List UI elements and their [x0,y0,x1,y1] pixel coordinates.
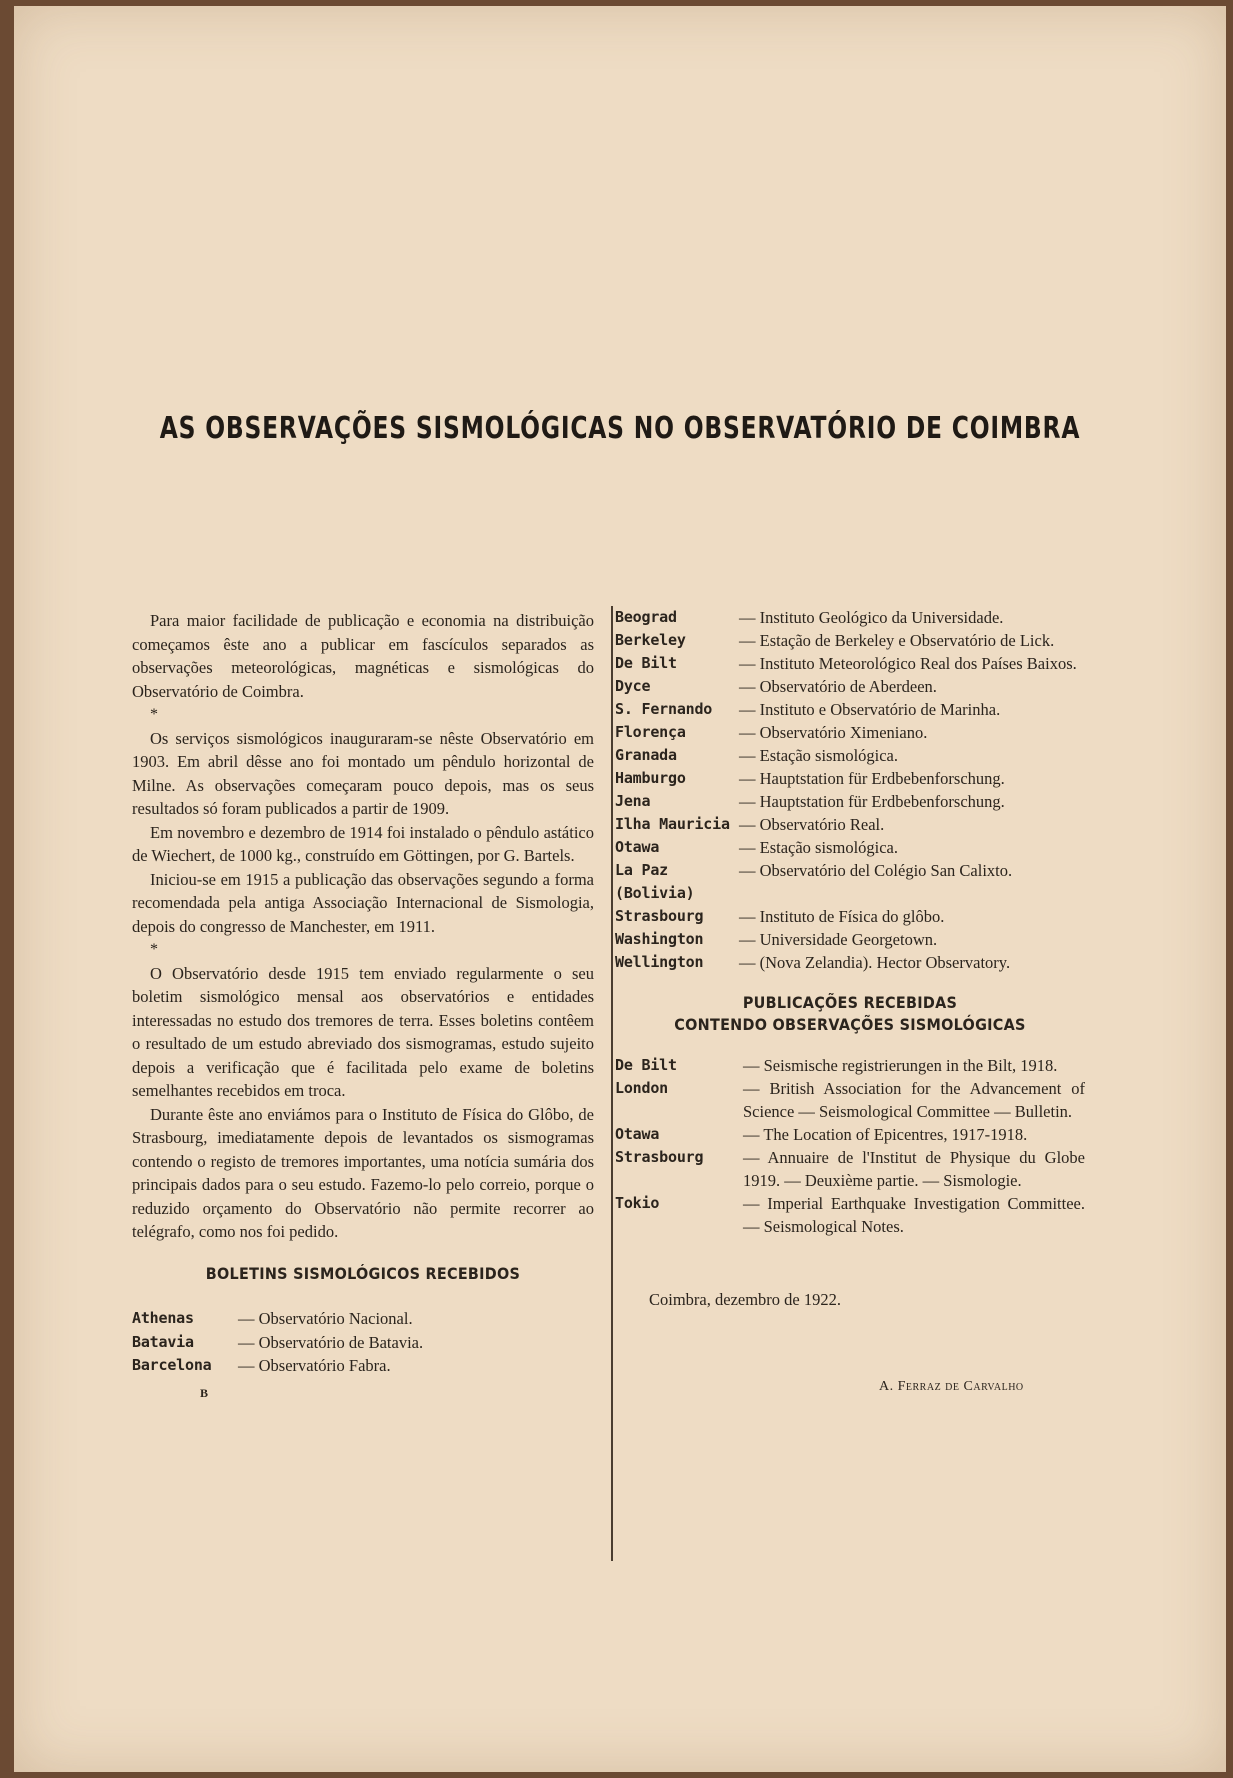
entry-desc: — Estação de Berkeley e Observatório de Lick. [739,631,1055,650]
entry-city: De Bilt [615,654,677,672]
paragraph-4: O Observatório desde 1915 tem enviado regularmente o seu boletim sismológico mensal aos observatórios e entidades interessadas no estudo dos tremores de terra. Esses boletins contêem o resultado de um estudo abreviado dos sismogramas, estudo sujeito depois a verificação que é facilitada pelo exame de boletins semelhantes recebidos em troca. [132,963,594,1100]
list-item [615,813,1085,836]
observatories-list [615,606,1085,974]
list-item [615,744,1085,767]
publications-list [615,1054,1085,1238]
entry-desc: — Estação sismológica. [739,746,899,765]
entry-city: Granada [615,746,677,764]
list-item [615,1077,1085,1123]
entry-desc: — Observatório de Aberdeen. [739,677,937,696]
entry-city: Otawa [615,1125,660,1143]
left-column [132,609,594,1405]
entry-desc: — Observatório Fabra. [238,1356,391,1375]
right-column [615,606,1085,1398]
entry-desc: — Observatório Nacional. [238,1309,413,1328]
entry-city: La Paz (Bolivia) [615,861,695,902]
list-item [615,790,1085,813]
publicacoes-heading-line-2: CONTENDO OBSERVAÇÕES SISMOLÓGICAS [674,1015,1026,1034]
entry-desc: — Instituto Geológico da Universidade. [739,608,1004,627]
entry-city: Dyce [615,677,651,695]
entry-desc: — Instituto Meteorológico Real dos Países Baixos. [739,654,1077,673]
section-separator: * [150,941,158,958]
list-item [132,1354,594,1378]
list-item [615,698,1085,721]
boletins-heading: BOLETINS SISMOLÓGICOS RECEBIDOS [205,1263,521,1283]
entry-city: Wellington [615,953,704,971]
list-item [615,951,1085,974]
list-item [615,1146,1085,1192]
entry-desc: — Hauptstation für Erdbebenforschung. [739,792,1005,811]
entry-city: Florença [615,723,686,741]
entry-desc: — Annuaire de l'Institut de Physique du Globe 1919. — Deuxième partie. — Sismologie. [743,1148,1085,1190]
paragraph-1: Os serviços sismológicos inauguraram-se nêste Observatório em 1903. Em abril dêsse ano foi montado um pêndulo horizontal de Milne. As observações começaram pouco depois, mas os seus resultados só foram publicados a partir de 1909. [132,728,594,818]
entry-desc: — Seismische registrierungen in the Bilt, 1918. [743,1056,1058,1075]
entry-city: Beograd [615,608,677,626]
entry-desc: — Imperial Earthquake Investigation Committee. — Seismological Notes. [743,1194,1085,1236]
entry-desc: — The Location of Epicentres, 1917-1918. [743,1125,1028,1144]
entry-city: S. Fernando [615,700,713,718]
list-item [615,721,1085,744]
entry-desc: — Observatório Ximeniano. [739,723,928,742]
entry-desc: — Instituto de Física do glôbo. [739,907,945,926]
list-item [615,675,1085,698]
author-signature: A. Ferraz de Carvalho [879,1379,1024,1394]
entry-desc: — British Association for the Advancement of Science — Seismological Committee — Bulletin. [743,1079,1085,1121]
entry-city: London [615,1079,668,1097]
publicacoes-heading-line-1: PUBLICAÇÕES RECEBIDAS [742,993,958,1012]
boletins-list [132,1307,594,1378]
column-divider [611,606,613,1561]
entry-desc: — Hauptstation für Erdbebenforschung. [739,769,1005,788]
entry-desc: — Observatório del Colégio San Calixto. [739,861,1013,880]
intro-paragraph: Para maior facilidade de publicação e economia na distribuição começamos êste ano a publicar em fascículos separados as observações meteorológicas, magnéticas e sismológicas do Observatório de Coimbra. [132,611,594,701]
place-date: Coimbra, dezembro de 1922. [649,1290,841,1309]
list-item [615,1054,1085,1077]
entry-city: Otawa [615,838,660,856]
list-item [615,606,1085,629]
entry-city: Ilha Mauricia [615,815,730,833]
list-item [615,859,1085,905]
publicacoes-heading [639,992,1062,1036]
list-item [615,1192,1085,1238]
entry-desc: — Instituto e Observatório de Marinha. [739,700,1001,719]
entry-city: Jena [615,792,651,810]
page-signature-letter: B [200,1385,209,1400]
entry-city: Strasbourg [615,907,704,925]
list-item [615,905,1085,928]
entry-city: Athenas [132,1309,194,1327]
entry-city: De Bilt [615,1056,677,1074]
entry-desc: — Observatório de Batavia. [238,1332,424,1352]
section-separator: * [150,706,158,723]
entry-city: Tokio [615,1194,660,1212]
entry-city: Berkeley [615,631,686,649]
entry-desc: — (Nova Zelandia). Hector Observatory. [739,953,1011,972]
paragraph-5: Durante êste ano enviámos para o Instituto de Física do Glôbo, de Strasbourg, imediatamente depois de levantados os sismogramas contendo o registo de tremores importantes, uma notícia sumária dos principais dados para o seu estudo. Fazemo-lo pelo correio, porque o reduzido orçamento do Observatório não permite recorrer ao telégrafo, como nos foi pedido. [132,1104,594,1241]
entry-desc: — Universidade Georgetown. [739,930,938,949]
entry-city: Washington [615,930,704,948]
list-item [615,928,1085,951]
page [14,6,1226,1772]
entry-city: Hamburgo [615,769,686,787]
paragraph-2: Em novembro e dezembro de 1914 foi instalado o pêndulo astático de Wiechert, de 1000 kg., construído em Göttingen, por G. Bartels. [132,822,594,865]
list-item [132,1331,594,1355]
list-item [615,767,1085,790]
list-item [615,629,1085,652]
entry-desc: — Observatório Real. [739,815,885,834]
entry-city: Barcelona [132,1356,212,1374]
list-item [132,1307,594,1331]
paragraph-3: Iniciou-se em 1915 a publicação das observações segundo a forma recomendada pela antiga Associação Internacional de Sismologia, depois do congresso de Manchester, em 1911. [132,869,594,936]
entry-city: Batavia [132,1332,194,1351]
entry-city: Strasbourg [615,1148,704,1166]
list-item [615,652,1085,675]
entry-desc: — Estação sismológica. [739,838,899,857]
page-title: AS OBSERVAÇÕES SISMOLÓGICAS NO OBSERVATÓRIO DE COIMBRA [159,411,1081,446]
list-item [615,836,1085,859]
list-item [615,1123,1085,1146]
